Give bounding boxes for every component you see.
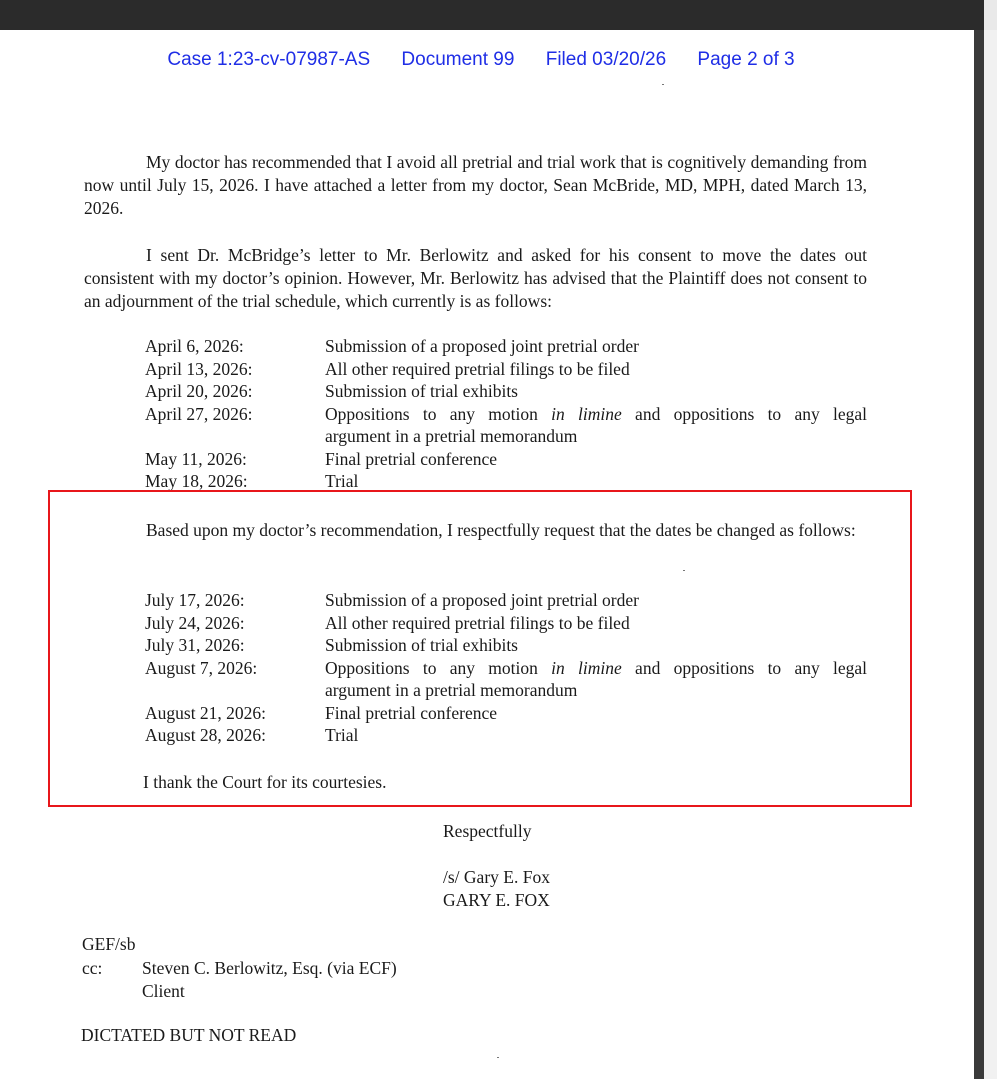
schedule-date: April 27, 2026: xyxy=(145,403,253,424)
schedule-event: Final pretrial conference xyxy=(325,448,497,469)
schedule-event: Trial xyxy=(325,471,359,491)
paragraph-doctor-recommendation: My doctor has recommended that I avoid all pretrial and trial work that is cognitively demanding from now until July 15, 2026. I have attached a letter from my doctor, Sean McBride, MD, MPH, dated March 13, 2026. xyxy=(84,152,867,218)
schedule-event: Submission of a proposed joint pretrial order xyxy=(325,590,639,610)
schedule-row xyxy=(145,724,867,747)
schedule-event-line2: argument in a pretrial memorandum xyxy=(325,426,578,446)
viewer-top-bar-edge xyxy=(984,0,997,30)
scan-speck xyxy=(662,84,664,85)
signature-name: GARY E. FOX xyxy=(443,890,550,910)
schedule-date: May 18, 2026: xyxy=(145,471,248,491)
case-number: Case 1:23-cv-07987-AS xyxy=(167,49,371,70)
dictated-note: DICTATED BUT NOT READ xyxy=(81,1025,297,1045)
highlight-cutout xyxy=(142,492,282,497)
schedule-date: April 13, 2026: xyxy=(145,358,253,379)
cc-recipient: Client xyxy=(142,981,185,1001)
current-schedule xyxy=(145,335,867,493)
cc-recipient: Steven C. Berlowitz, Esq. (via ECF) xyxy=(142,958,397,978)
typist-initials: GEF/sb xyxy=(82,934,136,954)
event-text: Oppositions to any motion xyxy=(325,403,552,424)
schedule-date: April 6, 2026: xyxy=(145,336,244,356)
schedule-event xyxy=(325,657,867,702)
schedule-row xyxy=(145,448,867,471)
viewer-scroll-gutter[interactable] xyxy=(984,30,997,1079)
signature-s-line: /s/ Gary E. Fox xyxy=(443,867,550,887)
paragraph-consent-request: I sent Dr. McBridge’s letter to Mr. Berlowitz and asked for his consent to move the dates out consistent with my doctor’s opinion. However, Mr. Berlowitz has advised that the Plaintiff does not consent to an adjournment of the trial schedule, which currently is as follows: xyxy=(84,245,867,311)
viewer-top-bar xyxy=(0,0,984,30)
schedule-date: July 24, 2026: xyxy=(145,612,245,633)
schedule-date: July 17, 2026: xyxy=(145,590,245,610)
event-italic: in limine xyxy=(551,657,622,678)
schedule-row xyxy=(145,380,867,403)
schedule-row xyxy=(145,702,867,725)
schedule-row xyxy=(145,589,867,612)
event-italic: in limine xyxy=(551,403,622,424)
schedule-row xyxy=(145,403,867,448)
schedule-date: August 21, 2026: xyxy=(145,702,267,723)
schedule-event: All other required pretrial filings to be filed xyxy=(325,612,630,633)
schedule-row xyxy=(145,335,867,358)
schedule-event: Submission of a proposed joint pretrial order xyxy=(325,336,639,356)
schedule-row xyxy=(145,358,867,381)
paragraph-proposed-request: Based upon my doctor’s recommendation, I respectfully request that the dates be changed as follows: xyxy=(146,520,856,540)
event-text: Oppositions to any motion xyxy=(325,657,552,678)
schedule-date: August 28, 2026: xyxy=(145,725,267,745)
page-right-edge xyxy=(974,30,984,1079)
schedule-date: July 31, 2026: xyxy=(145,635,245,655)
document-number: Document 99 xyxy=(401,49,515,70)
schedule-date: August 7, 2026: xyxy=(145,657,258,678)
schedule-row xyxy=(145,612,867,635)
schedule-event: Final pretrial conference xyxy=(325,702,497,723)
schedule-date: April 20, 2026: xyxy=(145,381,253,401)
event-text: and oppositions to any legal xyxy=(621,657,867,678)
cc-label: cc: xyxy=(82,958,103,978)
scan-speck xyxy=(497,1057,499,1058)
event-text: and oppositions to any legal xyxy=(621,403,867,424)
schedule-date: May 11, 2026: xyxy=(145,448,247,469)
ecf-header-stamp xyxy=(0,49,962,71)
schedule-event xyxy=(325,403,867,448)
thanks-line: I thank the Court for its courtesies. xyxy=(143,772,387,792)
filed-date: Filed 03/20/26 xyxy=(545,49,667,70)
schedule-event: All other required pretrial filings to be filed xyxy=(325,358,630,379)
schedule-event-line2: argument in a pretrial memorandum xyxy=(325,680,578,700)
cc-block xyxy=(82,957,397,1003)
schedule-event: Submission of trial exhibits xyxy=(325,381,518,401)
schedule-event-line1 xyxy=(325,657,867,680)
schedule-event: Submission of trial exhibits xyxy=(325,635,518,655)
signature-closing: Respectfully xyxy=(443,821,532,841)
schedule-event-line1 xyxy=(325,403,867,426)
schedule-row xyxy=(145,634,867,657)
page-number: Page 2 of 3 xyxy=(697,49,795,70)
schedule-event: Trial xyxy=(325,725,359,745)
cc-recipients xyxy=(142,957,397,1003)
schedule-row xyxy=(145,657,867,702)
proposed-schedule xyxy=(145,589,867,747)
scan-speck xyxy=(683,570,685,571)
